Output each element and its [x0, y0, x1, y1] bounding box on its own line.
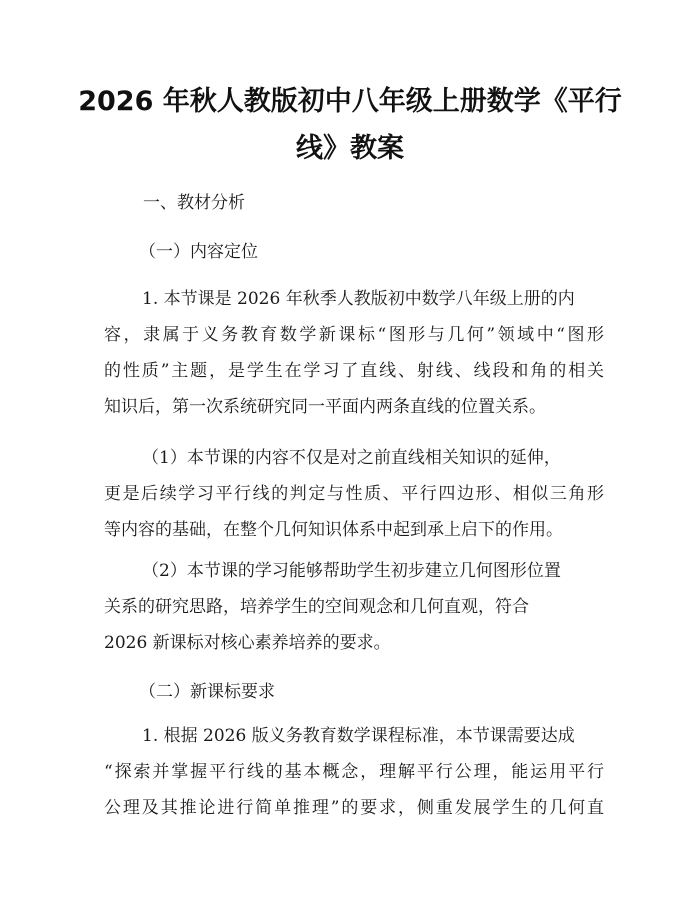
document-title-line-1: 2026 年秋人教版初中八年级上册数学《平行: [78, 86, 622, 117]
paragraph-2-line-3: 等内容的基础，在整个几何知识体系中起到承上启下的作用。: [104, 520, 563, 540]
paragraph-2: [104, 440, 604, 548]
paragraph-4-line-2: “探索并掌握平行线的基本概念，理解平行公理，能运用平行: [104, 762, 604, 782]
paragraph-2-line-2: 更是后续学习平行线的判定与性质、平行四边形、相似三角形: [104, 484, 604, 504]
document-title-line-2: 线》教案: [296, 133, 404, 164]
paragraph-1-line-2: 容，隶属于义务教育数学新课标“图形与几何”领域中“图形: [104, 325, 604, 345]
paragraph-1-line-1: 1. 本节课是 2026 年秋季人教版初中数学八年级上册的内: [142, 289, 575, 309]
paragraph-3: [104, 553, 604, 661]
paragraph-3-line-3: 2026 新课标对核心素养培养的要求。: [104, 633, 391, 653]
paragraph-3-line-1: （2）本节课的学习能够帮助学生初步建立几何图形位置: [142, 561, 561, 581]
paragraph-2-line-1: （1）本节课的内容不仅是对之前直线相关知识的延伸，: [142, 448, 561, 468]
paragraph-4-line-1: 1. 根据 2026 版义务教育数学课程标准，本节课需要达成: [142, 726, 575, 746]
subheading-content-positioning: （一）内容定位: [139, 242, 258, 262]
paragraph-3-line-2: 关系的研究思路，培养学生的空间观念和几何直观，符合: [104, 597, 529, 617]
paragraph-4: [104, 718, 604, 826]
paragraph-4-line-3: 公理及其推论进行简单推理”的要求，侧重发展学生的几何直: [104, 798, 604, 818]
subheading-curriculum-requirements: （二）新课标要求: [139, 682, 275, 702]
paragraph-1-line-4: 知识后，第一次系统研究同一平面内两条直线的位置关系。: [104, 397, 546, 417]
paragraph-1: [104, 281, 604, 425]
section-heading-textbook-analysis: 一、教材分析: [143, 193, 245, 213]
paragraph-1-line-3: 的性质”主题，是学生在学习了直线、射线、线段和角的相关: [104, 361, 604, 381]
